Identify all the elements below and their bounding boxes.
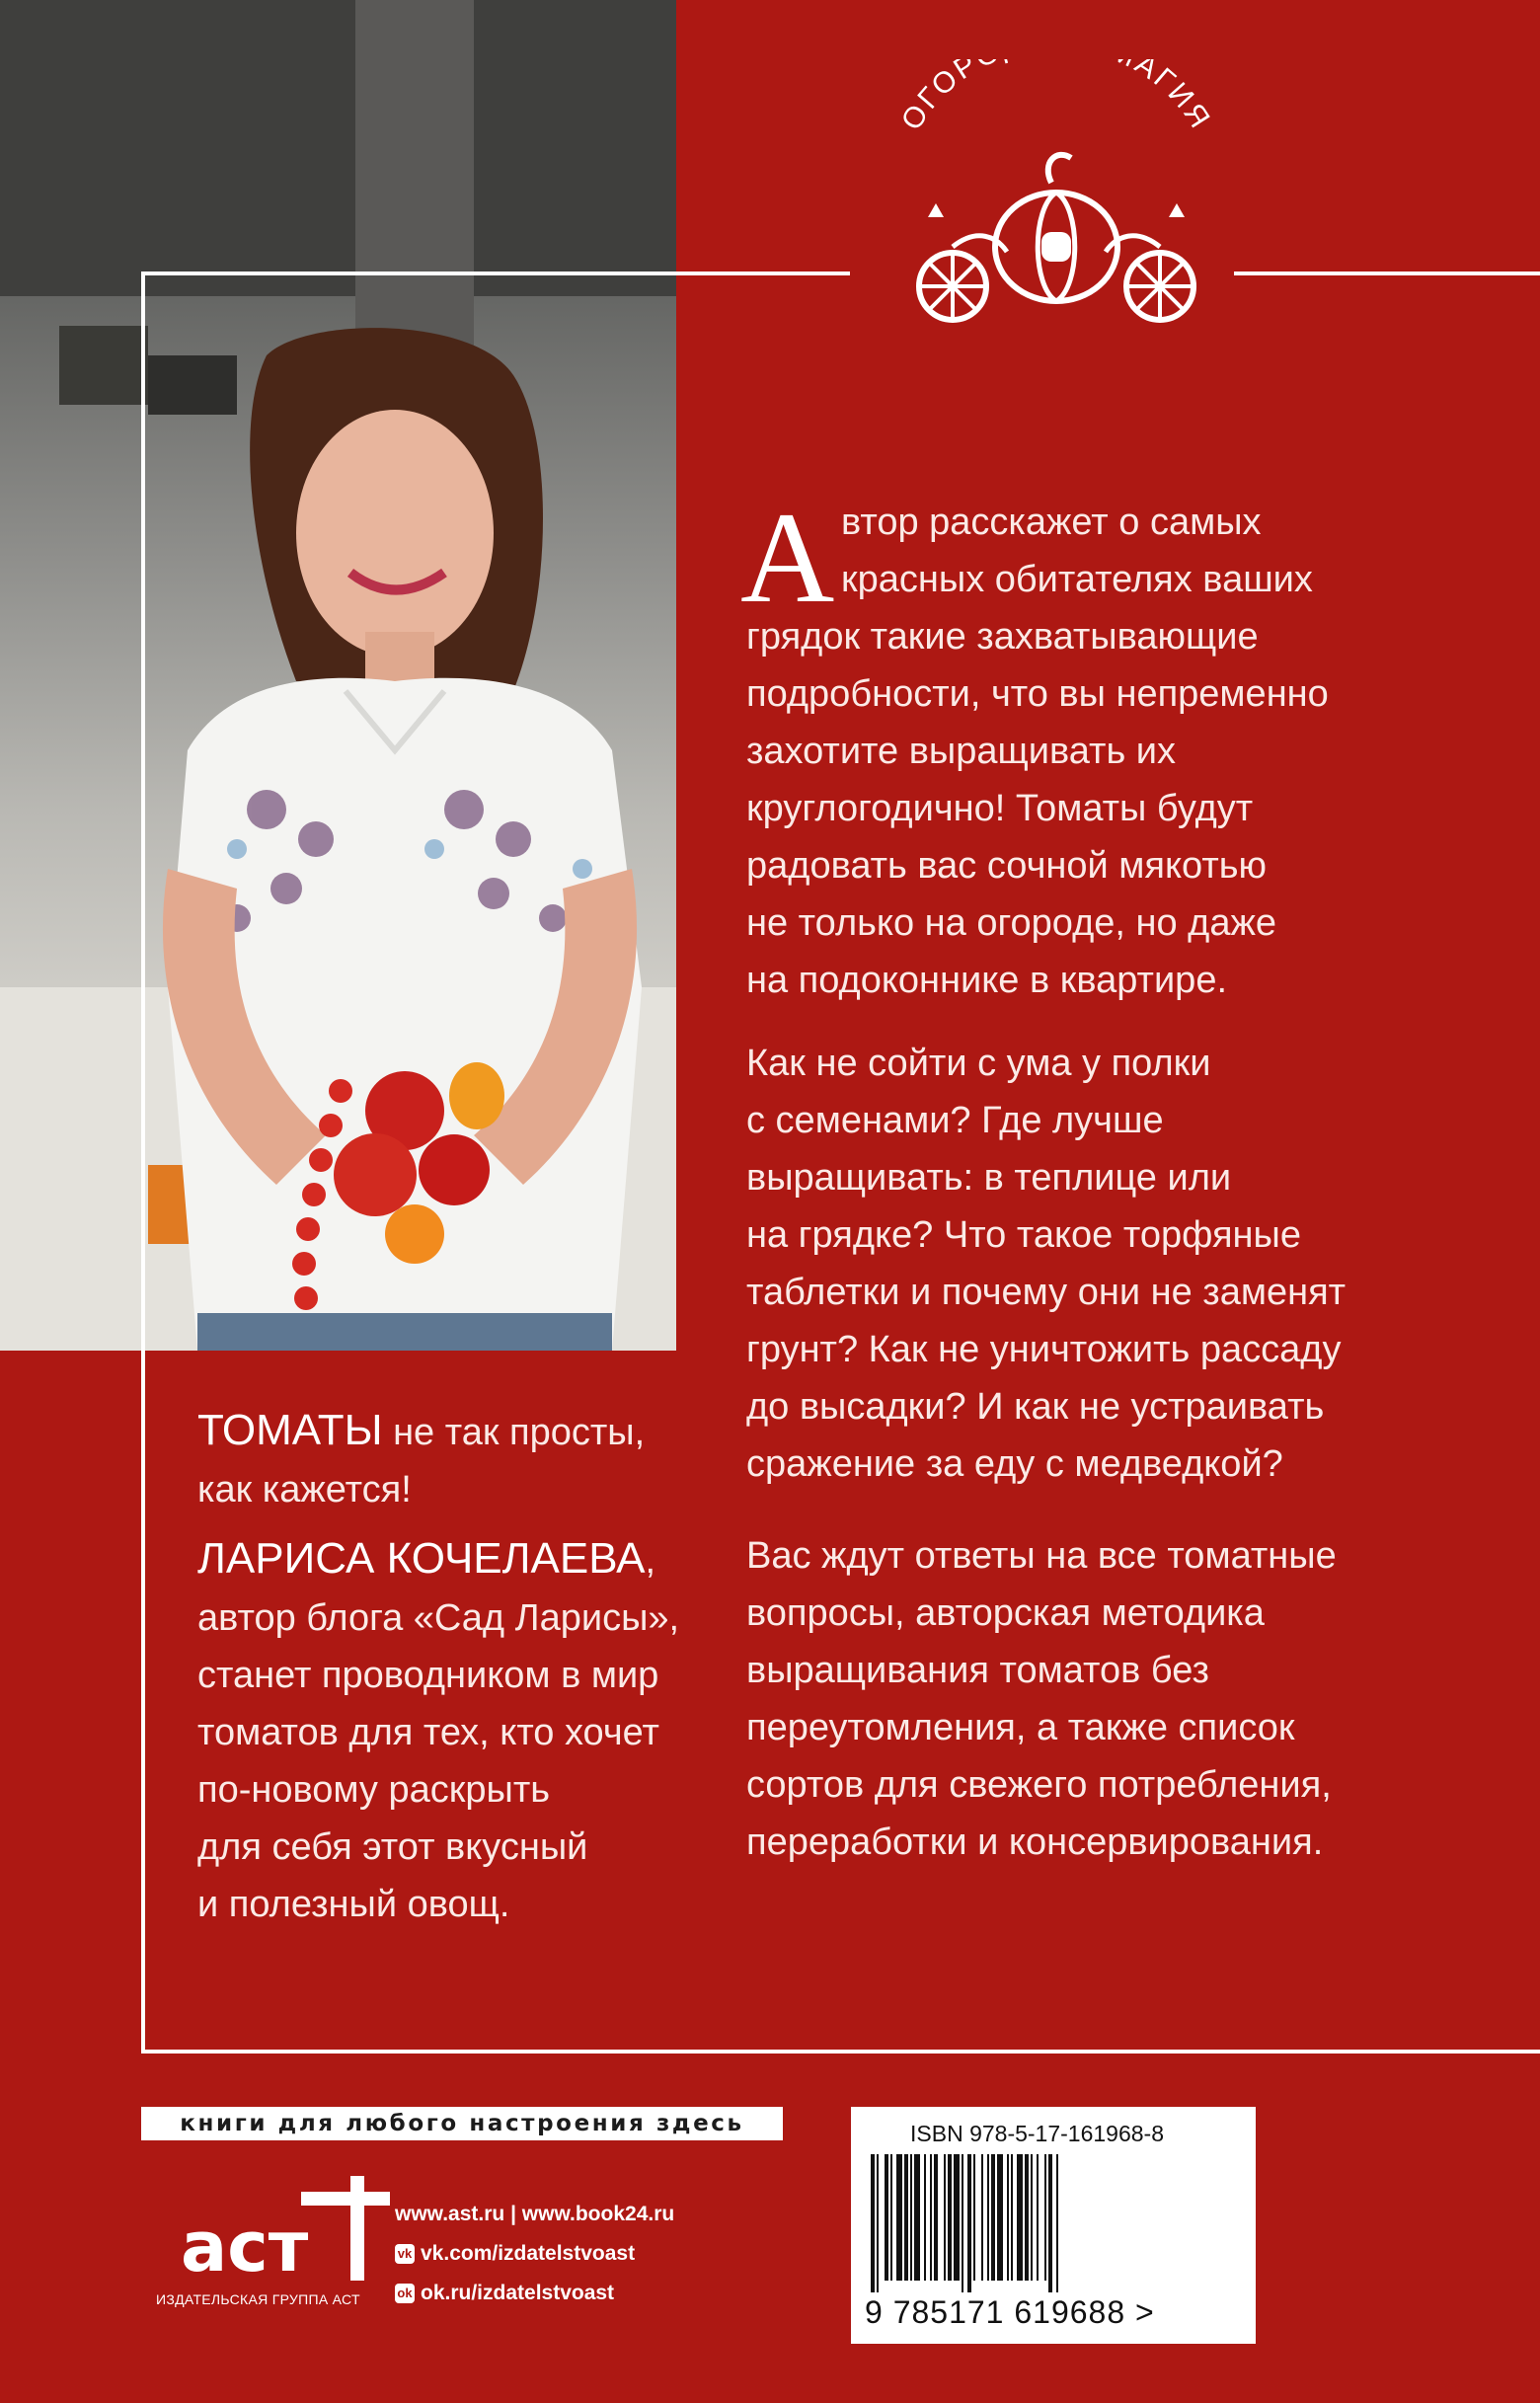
frame-top-right (1234, 271, 1540, 275)
blurb-line: Вас ждут ответы на все томатные (746, 1535, 1337, 1577)
ast-logo-text: аст (181, 2207, 309, 2287)
ast-logo-mark (153, 2162, 410, 2290)
barcode-bar (991, 2154, 995, 2281)
barcode-digits: 9 785171 619688 > (865, 2294, 1155, 2330)
blurb-line: с семенами? Где лучше (746, 1100, 1164, 1141)
author-photo (0, 0, 676, 1351)
isbn-text: ISBN 978-5-17-161968-8 (910, 2121, 1164, 2146)
frame-left (141, 271, 145, 2054)
publisher-links (395, 2200, 674, 2318)
bio-line: томатов для тех, кто хочет (197, 1712, 659, 1753)
barcode-bars (865, 2154, 1191, 2292)
ok-icon: ok (395, 2284, 415, 2303)
drop-cap: А (740, 485, 835, 630)
site-link-text[interactable]: www.ast.ru | www.book24.ru (395, 2203, 675, 2225)
bio-line: и полезный овощ. (197, 1884, 510, 1925)
bio-line: станет проводником в мир (197, 1655, 659, 1696)
barcode-bar (930, 2154, 932, 2281)
ok-link-text[interactable]: ok.ru/izdatelstvoast (421, 2282, 615, 2304)
author-name: ЛАРИСА КОЧЕЛАЕВА (197, 1534, 646, 1583)
barcode-bar (1044, 2154, 1046, 2281)
blurb-line: втор расскажет о самых (841, 502, 1262, 543)
site-links[interactable] (395, 2200, 674, 2229)
barcode-bar (885, 2154, 888, 2281)
vk-icon: vk (395, 2244, 415, 2264)
blurb-line: на подоконнике в квартире. (746, 960, 1228, 1001)
barcode-bar (890, 2154, 892, 2281)
barcode-bar (954, 2154, 960, 2281)
barcode-bar (896, 2154, 902, 2281)
blurb-line: не только на огороде, но даже (746, 902, 1277, 944)
blurb-line: подробности, что вы непременно (746, 673, 1329, 715)
barcode-bar (967, 2154, 971, 2292)
blurb-line: переутомления, а также список (746, 1707, 1295, 1748)
blurb-line: грунт? Как не уничтожить рассаду (746, 1329, 1342, 1370)
blurb-line: переработки и консервирования. (746, 1822, 1324, 1863)
vk-link[interactable] (395, 2239, 674, 2269)
barcode-bar (944, 2154, 946, 2281)
frame-top-left (141, 271, 850, 275)
blurb-line: сражение за еду с медведкой? (746, 1443, 1283, 1485)
blurb-line: грядок такие захватывающие (746, 616, 1259, 658)
barcode-bar (1048, 2154, 1052, 2292)
blurb-line: таблетки и почему они не заменят (746, 1272, 1347, 1313)
barcode-bar (973, 2154, 975, 2281)
barcode-bar (934, 2154, 938, 2281)
barcode-bar (997, 2154, 1003, 2281)
book-title-word: ТОМАТЫ (197, 1406, 383, 1454)
author-comma: , (645, 1540, 656, 1582)
barcode-bar (987, 2154, 989, 2281)
blurb-line: Как не сойти с ума у полки (746, 1043, 1211, 1084)
frame-bottom (141, 2050, 1540, 2054)
author-line (197, 1530, 711, 1589)
blurb-line: до высадки? И как не устраивать (746, 1386, 1325, 1428)
barcode-bar (1056, 2154, 1058, 2292)
blurb-paragraph-1 (740, 485, 1398, 1009)
blurb-line: вопросы, авторская методика (746, 1592, 1265, 1634)
author-intro (197, 1402, 711, 1933)
barcode-bar (904, 2154, 908, 2281)
barcode-bar (1017, 2154, 1023, 2281)
bio-line: автор блога «Сад Ларисы», (197, 1597, 680, 1639)
blurb-line: красных обитателях ваших (841, 559, 1313, 600)
barcode (851, 2107, 1256, 2344)
author-photo-illustration (0, 0, 676, 1351)
barcode-bar (981, 2154, 983, 2281)
barcode-bar (948, 2154, 952, 2281)
bio-line: по-новому раскрыть (197, 1769, 551, 1811)
title-line-2: как кажется! (197, 1469, 412, 1511)
barcode-bar (1031, 2154, 1033, 2281)
blurb-line: сортов для свежего потребления, (746, 1764, 1332, 1806)
barcode-bar (1011, 2154, 1013, 2281)
barcode-bar (871, 2154, 875, 2292)
barcode-bar (1007, 2154, 1009, 2281)
barcode-bar (962, 2154, 963, 2292)
barcode-bar (877, 2154, 879, 2292)
ok-link[interactable] (395, 2279, 674, 2308)
blurb-line: выращивать: в теплице или (746, 1157, 1232, 1199)
blurb-paragraph-3 (746, 1527, 1398, 1871)
barcode-bar (910, 2154, 912, 2281)
blurb-line: захотите выращивать их (746, 731, 1177, 772)
blurb-line: выращивания томатов без (746, 1650, 1209, 1691)
title-rest: не так просты, (382, 1412, 646, 1453)
publisher-caption: ИЗДАТЕЛЬСКАЯ ГРУППА АСТ (156, 2291, 360, 2307)
vk-link-text[interactable]: vk.com/izdatelstvoast (421, 2242, 636, 2265)
pumpkin-carriage-icon (859, 59, 1254, 355)
barcode-bar (1025, 2154, 1029, 2281)
blurb-paragraph-2 (746, 1035, 1398, 1493)
blurb-line: на грядке? Что такое торфяные (746, 1214, 1301, 1256)
barcode-bar (1037, 2154, 1039, 2281)
tagline-heading (197, 1402, 711, 1461)
blurb-line: круглогодично! Томаты будут (746, 788, 1254, 829)
barcode-bar (914, 2154, 920, 2281)
blurb-line: радовать вас сочной мякотью (746, 845, 1268, 887)
barcode-bar (924, 2154, 926, 2281)
series-logo (859, 59, 1254, 355)
series-title: ОГОР АГИЯ (894, 59, 1218, 136)
bio-line: для себя этот вкусный (197, 1826, 588, 1868)
publisher-tagline: книги для любого настроения здесь (141, 2107, 783, 2140)
